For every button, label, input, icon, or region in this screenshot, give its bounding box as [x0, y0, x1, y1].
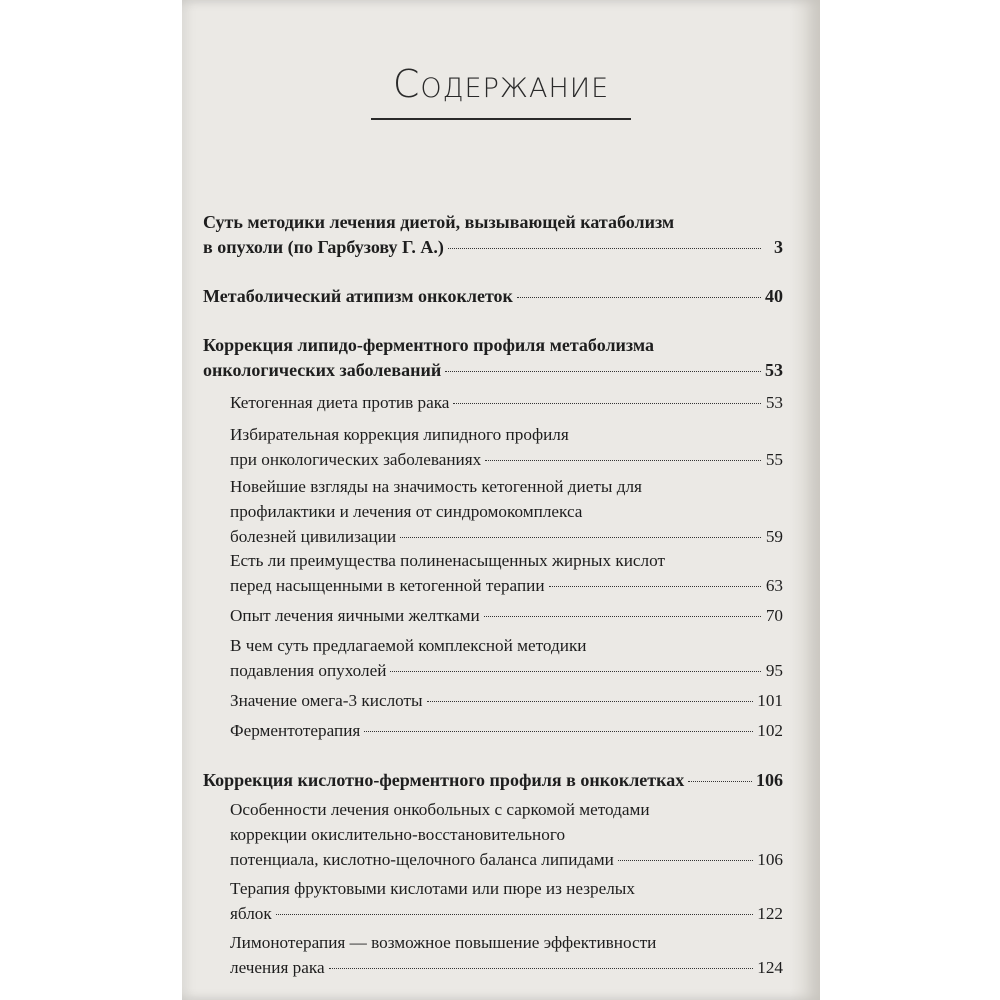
toc-section [230, 474, 783, 549]
toc-entry-line [230, 658, 783, 683]
toc-section [230, 422, 783, 472]
toc-entry-line [230, 474, 783, 499]
toc-entry-line [203, 235, 783, 260]
toc-entry-text: подавления опухолей [230, 661, 387, 680]
dot-leader [485, 460, 761, 461]
toc-section [230, 718, 783, 743]
toc-page-number: 53 [765, 360, 783, 380]
toc-entry-line [230, 422, 783, 447]
toc-section [230, 390, 783, 415]
toc-entry-line [230, 876, 783, 901]
dot-leader [329, 968, 754, 969]
toc-page-number: 124 [757, 958, 783, 977]
dot-leader [448, 248, 761, 249]
dot-leader [276, 914, 753, 915]
toc-entry-text: онкологических заболеваний [203, 360, 442, 380]
toc-chapter [203, 284, 783, 309]
toc-entry-line [230, 930, 783, 955]
toc-entry-text: Лимонотерапия — возможное повышение эффективности [230, 933, 657, 952]
toc-page-number: 70 [765, 606, 783, 625]
toc-entry-line [230, 797, 783, 822]
toc-page-number: 63 [765, 576, 783, 595]
dot-leader [484, 616, 761, 617]
toc-entry-line [203, 284, 783, 309]
toc-section [230, 633, 783, 683]
toc-entry-line [230, 447, 783, 472]
toc-page-number: 102 [757, 721, 783, 740]
dot-leader [549, 586, 761, 587]
page-title: Содержание [371, 62, 631, 120]
toc-entry-line [203, 333, 783, 358]
toc-entry-text: В чем суть предлагаемой комплексной методики [230, 636, 587, 655]
toc-entry-line [203, 358, 783, 383]
dot-leader [517, 297, 761, 298]
toc-page-number: 53 [765, 393, 783, 412]
toc-chapter [203, 333, 783, 383]
toc-entry-text: в опухоли (по Гарбузову Г. А.) [203, 237, 444, 257]
toc-section [230, 603, 783, 628]
toc-chapter [203, 768, 783, 793]
toc-entry-text: Метаболический атипизм онкоклеток [203, 286, 513, 306]
dot-leader [427, 701, 754, 702]
toc-page-number: 122 [757, 904, 783, 923]
toc-entry-line [230, 603, 783, 628]
dot-leader [364, 731, 753, 732]
toc-entry-text: лечения рака [230, 958, 325, 977]
toc-entry-text: Суть методики лечения диетой, вызывающей катаболизм [203, 212, 675, 232]
toc-entry-text: Ферментотерапия [230, 721, 361, 740]
toc-section [230, 797, 783, 872]
toc-page-number: 40 [765, 286, 783, 306]
toc-section [230, 876, 783, 926]
toc-entry-line [230, 548, 783, 573]
toc-entry-text: Есть ли преимущества полиненасыщенных жирных кислот [230, 551, 665, 570]
toc-entry-text: болезней цивилизации [230, 527, 397, 546]
toc-entry-text: Опыт лечения яичными желтками [230, 606, 480, 625]
book-page [182, 0, 820, 1000]
toc-page-number: 3 [774, 237, 783, 257]
toc-entry-line [230, 901, 783, 926]
toc-entry-text: Новейшие взгляды на значимость кетогенной диеты для [230, 477, 642, 496]
table-of-contents [182, 0, 820, 1000]
toc-page-number: 101 [757, 691, 783, 710]
dot-leader [453, 403, 761, 404]
toc-entry-line [230, 633, 783, 658]
toc-entry-line [203, 768, 783, 793]
toc-entry-text: Коррекция кислотно-ферментного профиля в онкоклетках [203, 770, 685, 790]
toc-entry-text: потенциала, кислотно-щелочного баланса липидами [230, 850, 614, 869]
toc-entry-line [203, 210, 783, 235]
dot-leader [390, 671, 761, 672]
toc-entry-text: Терапия фруктовыми кислотами или пюре из незрелых [230, 879, 635, 898]
toc-entry-text: Избирательная коррекция липидного профиля [230, 425, 569, 444]
toc-entry-text: Коррекция липидо-ферментного профиля метаболизма [203, 335, 655, 355]
toc-entry-text: Кетогенная диета против рака [230, 393, 450, 412]
toc-section [230, 930, 783, 980]
toc-entry-line [230, 390, 783, 415]
dot-leader [688, 781, 752, 782]
toc-section [230, 688, 783, 713]
toc-entry-line [230, 573, 783, 598]
toc-entry-line [230, 822, 783, 847]
toc-page-number: 55 [765, 450, 783, 469]
dot-leader [618, 860, 753, 861]
toc-entry-text: Значение омега-3 кислоты [230, 691, 423, 710]
toc-entry-line [230, 718, 783, 743]
dot-leader [445, 371, 761, 372]
toc-entry-text: перед насыщенными в кетогенной терапии [230, 576, 545, 595]
toc-entry-text: профилактики и лечения от синдромокомплекса [230, 502, 583, 521]
dot-leader [400, 537, 761, 538]
toc-entry-line [230, 524, 783, 549]
toc-section [230, 548, 783, 598]
toc-entry-line [230, 688, 783, 713]
toc-entry-line [230, 499, 783, 524]
toc-entry-line [230, 955, 783, 980]
toc-entry-text: яблок [230, 904, 272, 923]
toc-page-number: 95 [765, 661, 783, 680]
toc-entry-text: при онкологических заболеваниях [230, 450, 482, 469]
toc-page-number: 106 [756, 770, 783, 790]
toc-chapter [203, 210, 783, 260]
toc-page-number: 106 [757, 850, 783, 869]
toc-page-number: 59 [765, 527, 783, 546]
toc-entry-text: коррекции окислительно-восстановительного [230, 825, 566, 844]
toc-entry-text: Особенности лечения онкобольных с саркомой методами [230, 800, 650, 819]
toc-entry-line [230, 847, 783, 872]
